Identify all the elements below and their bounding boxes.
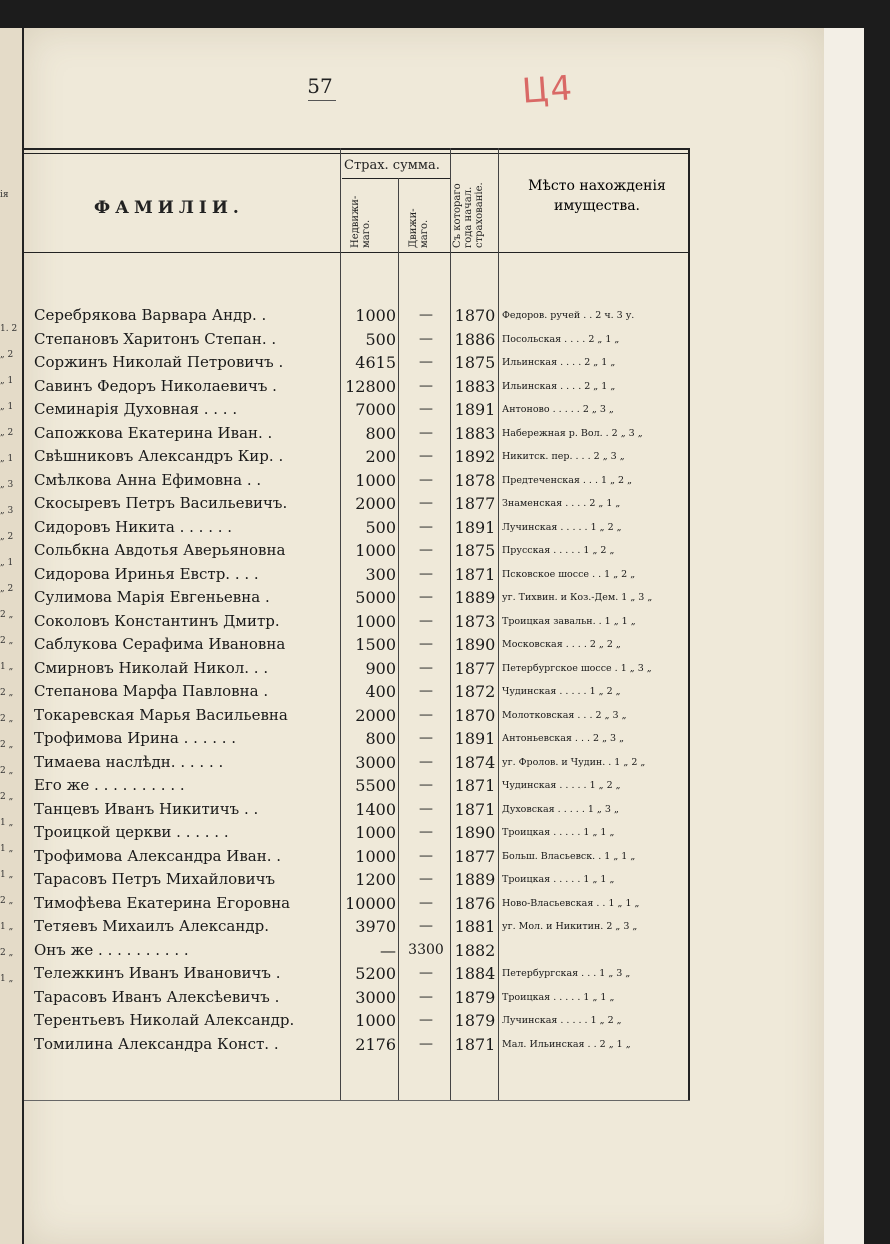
row-start-year: 1884: [454, 964, 496, 983]
row-start-year: 1892: [454, 447, 496, 466]
margin-fragment: 1 „: [0, 974, 14, 984]
header-location: Мѣсто нахожденія имущества.: [528, 178, 666, 214]
row-movable-sum: —: [419, 1035, 433, 1052]
table-row: [24, 1009, 690, 1032]
margin-fragment: 2 „: [0, 896, 14, 906]
row-start-year: 1882: [454, 940, 496, 960]
row-name: Троицкой церкви . . . . . .: [34, 823, 229, 841]
row-movable-sum: —: [419, 965, 433, 981]
table-row: [24, 328, 690, 351]
row-movable-sum: —: [419, 800, 433, 817]
row-start-year: 1891: [454, 400, 496, 419]
row-movable-sum: —: [419, 377, 433, 394]
row-movable-sum: —: [419, 988, 433, 1005]
row-name: Степановъ Харитонъ Степан. .: [34, 329, 277, 348]
row-name: Онъ же . . . . . . . . . .: [34, 940, 189, 959]
row-start-year: 1872: [454, 682, 496, 701]
table-row: [24, 539, 690, 562]
row-movable-sum: —: [419, 471, 433, 488]
margin-fragment: ія: [0, 190, 9, 200]
margin-fragment: 2 „: [0, 714, 14, 724]
table-row: [24, 821, 690, 844]
row-immovable-sum: 1000: [355, 611, 396, 631]
row-name: Тимофѣева Екатерина Егоровна: [34, 893, 291, 912]
row-start-year: 1878: [454, 470, 496, 490]
header-family: ФАМИЛІИ.: [94, 198, 244, 218]
table-row: [24, 727, 690, 750]
row-movable-sum: —: [419, 683, 433, 699]
row-movable-sum: —: [419, 1012, 433, 1028]
header-immovable: Недвижи- маго.: [350, 195, 372, 248]
row-name: Соржинъ Николай Петровичъ .: [34, 353, 284, 371]
page-number: 57: [307, 74, 333, 98]
row-immovable-sum: 1000: [355, 846, 396, 866]
row-location: Петербургское шоссе . 1 „ 3 „: [502, 662, 652, 674]
row-name: Сулимова Марія Евгеньевна .: [34, 588, 270, 606]
row-name: Сидоровъ Никита . . . . . .: [34, 517, 233, 536]
row-start-year: 1874: [454, 752, 496, 772]
row-movable-sum: —: [419, 495, 433, 511]
row-movable-sum: —: [419, 753, 433, 770]
row-start-year: 1877: [454, 494, 496, 513]
row-immovable-sum: 500: [365, 517, 396, 537]
table-row: [24, 375, 690, 398]
row-movable-sum: —: [419, 777, 433, 793]
page-number-rule: [308, 100, 336, 101]
margin-fragment: „ 1: [0, 454, 14, 464]
row-name: Тарасовъ Петръ Михайловичъ: [34, 870, 276, 888]
table-row: [24, 469, 690, 492]
margin-fragment: „ 3: [0, 506, 14, 516]
margin-fragment: 1. 2: [0, 324, 18, 334]
row-immovable-sum: 3970: [355, 917, 396, 936]
table-row: [24, 798, 690, 821]
row-name: Сидорова Иринья Евстр. . . .: [34, 564, 259, 583]
row-immovable-sum: 12800: [345, 376, 396, 396]
row-movable-sum: —: [419, 730, 433, 746]
row-immovable-sum: 800: [365, 423, 396, 443]
row-location: Петербургская . . . 1 „ 3 „: [502, 968, 631, 979]
row-movable-sum: —: [419, 401, 433, 417]
row-start-year: 1890: [454, 823, 496, 842]
margin-fragment: 2 „: [0, 766, 14, 776]
row-movable-sum: —: [419, 659, 433, 676]
row-start-year: 1871: [454, 776, 496, 795]
row-immovable-sum: 2000: [355, 705, 396, 725]
row-start-year: 1870: [454, 306, 496, 325]
row-start-year: 1877: [454, 658, 496, 678]
row-immovable-sum: 200: [365, 447, 396, 466]
row-location: Предтеченская . . . 1 „ 2 „: [502, 474, 632, 486]
row-location: Антоньевская . . . 2 „ 3 „: [502, 733, 625, 744]
row-location: Ново-Власьевская . . 1 „ 1 „: [502, 897, 640, 909]
row-location: Посольская . . . . 2 „ 1 „: [502, 333, 620, 345]
pencil-annotation: Ц4: [520, 68, 576, 112]
row-name: Трофимова Александра Иван. .: [34, 846, 282, 865]
row-immovable-sum: 500: [365, 329, 396, 349]
row-movable-sum: —: [419, 354, 433, 370]
margin-fragment: 2 „: [0, 688, 14, 698]
row-immovable-sum: 5500: [355, 776, 396, 795]
row-location: уг. Мол. и Никитин. 2 „ 3 „: [502, 921, 638, 932]
table-row: [24, 680, 690, 703]
row-name: Смирновъ Николай Никол. . .: [34, 658, 269, 677]
row-start-year: 1879: [454, 987, 496, 1007]
row-location: Лучинская . . . . . 1 „ 2 „: [502, 521, 622, 533]
row-location: Федоров. ручей . . 2 ч. 3 у.: [502, 310, 635, 321]
strakh-subrule: [342, 178, 450, 179]
table-row: [24, 445, 690, 468]
row-location: Троицкая . . . . . 1 „ 1 „: [502, 827, 615, 838]
row-immovable-sum: 400: [365, 682, 396, 701]
row-name: Саблукова Серафима Ивановна: [34, 635, 286, 653]
table-row: [24, 586, 690, 609]
table-row: [24, 939, 690, 962]
row-start-year: 1891: [454, 729, 496, 748]
row-immovable-sum: 5200: [355, 964, 396, 983]
row-name: Степанова Марфа Павловна .: [34, 682, 269, 700]
row-start-year: 1871: [454, 1034, 496, 1054]
table-row: [24, 774, 690, 797]
table-row: [24, 657, 690, 680]
row-immovable-sum: 7000: [355, 400, 396, 419]
margin-fragment: 2 „: [0, 636, 14, 646]
row-name: Тележкинъ Иванъ Ивановичъ .: [34, 964, 281, 982]
row-start-year: 1879: [454, 1011, 496, 1030]
row-name: Тимаева наслѣдн. . . . . .: [34, 752, 224, 771]
row-immovable-sum: 3000: [355, 987, 396, 1007]
row-immovable-sum: 300: [365, 564, 396, 584]
table-row: [24, 610, 690, 633]
row-name: Его же . . . . . . . . . .: [34, 776, 185, 794]
table-row: [24, 986, 690, 1009]
row-name: Терентьевъ Николай Александр.: [34, 1011, 295, 1029]
row-location: Никитск. пер. . . . 2 „ 3 „: [502, 451, 625, 462]
table-row: [24, 351, 690, 374]
row-name: Скосыревъ Петръ Васильевичъ.: [34, 494, 288, 512]
row-location: Московская . . . . 2 „ 2 „: [502, 639, 621, 650]
row-start-year: 1876: [454, 893, 496, 913]
table-row: [24, 398, 690, 421]
row-movable-sum: —: [419, 894, 433, 911]
row-immovable-sum: 5000: [355, 588, 396, 607]
row-movable-sum: —: [419, 612, 433, 629]
row-immovable-sum: 1400: [355, 799, 396, 819]
row-immovable-sum: —: [380, 940, 396, 960]
row-location: Ильинская . . . . 2 „ 1 „: [502, 380, 616, 392]
row-name: Тетяевъ Михаилъ Александр.: [34, 917, 269, 935]
margin-fragment: 1 „: [0, 922, 14, 932]
row-name: Тарасовъ Иванъ Алексѣевичъ .: [34, 987, 280, 1006]
table-row: [24, 962, 690, 985]
table-row: [24, 704, 690, 727]
row-start-year: 1889: [454, 870, 496, 889]
row-name: Смѣлкова Анна Ефимовна . .: [34, 470, 262, 489]
row-name: Савинъ Федоръ Николаевичъ .: [34, 376, 277, 395]
row-location: Троицкая завальн. . 1 „ 1 „: [502, 615, 636, 627]
table-row: [24, 563, 690, 586]
table-row: [24, 915, 690, 938]
row-movable-sum: —: [419, 518, 433, 535]
row-name: Томилина Александра Конст. .: [34, 1034, 279, 1053]
page-shadow: [824, 28, 864, 1244]
row-location: Духовская . . . . . 1 „ 3 „: [502, 803, 619, 815]
row-name: Токаревская Марья Васильевна: [34, 705, 288, 724]
table-row: [24, 633, 690, 656]
row-start-year: 1889: [454, 588, 496, 607]
row-location: Чудинская . . . . . 1 „ 2 „: [502, 780, 621, 791]
row-name: Сольбкна Авдотья Аверьяновна: [34, 541, 286, 559]
table-row: [24, 492, 690, 515]
header-since-year: Съ котораго года начал. страхованіе.: [452, 182, 485, 248]
margin-fragment: „ 1: [0, 376, 14, 386]
row-immovable-sum: 4615: [355, 353, 396, 372]
margin-fragment: „ 1: [0, 558, 14, 568]
table-bottom-rule: [24, 1100, 690, 1101]
table-row: [24, 892, 690, 915]
row-start-year: 1873: [454, 611, 496, 631]
table-row: [24, 422, 690, 445]
header-insured-sum: Страх. сумма.: [344, 158, 440, 173]
adjacent-page-edge: [0, 28, 24, 1244]
row-start-year: 1881: [454, 917, 496, 936]
table-row: [24, 868, 690, 891]
row-location: Ильинская . . . . 2 „ 1 „: [502, 357, 616, 368]
row-immovable-sum: 1000: [355, 470, 396, 490]
table-row: [24, 304, 690, 327]
row-location: Лучинская . . . . . 1 „ 2 „: [502, 1015, 622, 1026]
row-start-year: 1870: [454, 705, 496, 725]
row-start-year: 1871: [454, 564, 496, 584]
row-immovable-sum: 2000: [355, 494, 396, 513]
margin-fragment: „ 2: [0, 584, 14, 594]
margin-fragment: „ 1: [0, 402, 14, 412]
row-name: Соколовъ Константинъ Дмитр.: [34, 611, 280, 630]
row-start-year: 1883: [454, 376, 496, 396]
row-immovable-sum: 1500: [355, 635, 396, 654]
row-movable-sum: —: [419, 330, 433, 347]
row-start-year: 1877: [454, 846, 496, 866]
row-immovable-sum: 1200: [355, 870, 396, 889]
header-movable: Движи- маго.: [408, 208, 430, 248]
row-immovable-sum: 1000: [355, 1011, 396, 1030]
table-row: [24, 1033, 690, 1056]
row-location: Больш. Власьевск. . 1 „ 1 „: [502, 850, 636, 862]
row-location: Молотковская . . . 2 „ 3 „: [502, 709, 627, 721]
row-movable-sum: —: [419, 824, 433, 840]
margin-fragment: 1 „: [0, 662, 14, 672]
row-immovable-sum: 900: [365, 658, 396, 678]
table-top-rule: [24, 148, 690, 150]
margin-fragment: 2 „: [0, 740, 14, 750]
row-name: Свѣшниковъ Александръ Кир. .: [34, 447, 284, 465]
row-movable-sum: —: [419, 847, 433, 864]
row-name: Сапожкова Екатерина Иван. .: [34, 423, 273, 442]
row-immovable-sum: 1000: [355, 541, 396, 560]
row-movable-sum: —: [419, 565, 433, 582]
row-location: уг. Фролов. и Чудин. . 1 „ 2 „: [502, 756, 646, 768]
margin-fragment: 1 „: [0, 870, 14, 880]
row-immovable-sum: 1000: [355, 306, 396, 325]
row-immovable-sum: 1000: [355, 823, 396, 842]
row-location: Чудинская . . . . . 1 „ 2 „: [502, 686, 621, 697]
margin-fragment: „ 2: [0, 350, 14, 360]
row-start-year: 1883: [454, 423, 496, 443]
row-name: Танцевъ Иванъ Никитичъ . .: [34, 799, 259, 818]
margin-fragment: „ 2: [0, 428, 14, 438]
row-start-year: 1886: [454, 329, 496, 349]
row-location: Знаменская . . . . 2 „ 1 „: [502, 498, 621, 509]
row-immovable-sum: 800: [365, 729, 396, 748]
margin-fragment: 2 „: [0, 792, 14, 802]
row-movable-sum: —: [419, 307, 433, 323]
row-immovable-sum: 2176: [355, 1034, 396, 1054]
row-immovable-sum: 3000: [355, 752, 396, 772]
row-start-year: 1875: [454, 353, 496, 372]
margin-fragment: 1 „: [0, 844, 14, 854]
row-movable-sum: —: [419, 636, 433, 652]
row-location: Троицкая . . . . . 1 „ 1 „: [502, 991, 615, 1003]
row-movable-sum: —: [419, 448, 433, 464]
margin-fragment: „ 2: [0, 532, 14, 542]
row-start-year: 1875: [454, 541, 496, 560]
insurance-table: [24, 148, 690, 1100]
row-movable-sum: —: [419, 871, 433, 887]
row-name: Трофимова Ирина . . . . . .: [34, 729, 237, 747]
row-location: Мал. Ильинская . . 2 „ 1 „: [502, 1038, 631, 1050]
row-movable-sum: —: [419, 706, 433, 723]
table-row: [24, 845, 690, 868]
row-start-year: 1891: [454, 517, 496, 537]
row-start-year: 1890: [454, 635, 496, 654]
row-location: Антоново . . . . . 2 „ 3 „: [502, 404, 614, 415]
table-top-rule-thin: [24, 153, 690, 154]
header-bottom-rule: [24, 252, 690, 253]
table-row: [24, 516, 690, 539]
row-location: Троицкая . . . . . 1 „ 1 „: [502, 874, 615, 885]
row-location: Набережная р. Вол. . 2 „ 3 „: [502, 427, 643, 439]
table-row: [24, 751, 690, 774]
margin-fragment: 2 „: [0, 948, 14, 958]
row-start-year: 1871: [454, 799, 496, 819]
row-movable-sum: —: [419, 542, 433, 558]
row-movable-sum: —: [419, 424, 433, 441]
row-name: Серебрякова Варвара Андр. .: [34, 306, 267, 324]
row-location: уг. Тихвин. и Коз.-Дем. 1 „ 3 „: [502, 592, 653, 603]
row-location: Прусская . . . . . 1 „ 2 „: [502, 545, 615, 556]
row-movable-sum: —: [419, 918, 433, 934]
row-immovable-sum: 10000: [345, 893, 396, 913]
row-name: Семинарія Духовная . . . .: [34, 400, 238, 418]
row-movable-sum: 3300: [408, 941, 444, 958]
margin-fragment: 2 „: [0, 610, 14, 620]
margin-fragment: „ 3: [0, 480, 14, 490]
row-location: Псковское шоссе . . 1 „ 2 „: [502, 568, 636, 580]
margin-fragment: 1 „: [0, 818, 14, 828]
row-movable-sum: —: [419, 589, 433, 605]
